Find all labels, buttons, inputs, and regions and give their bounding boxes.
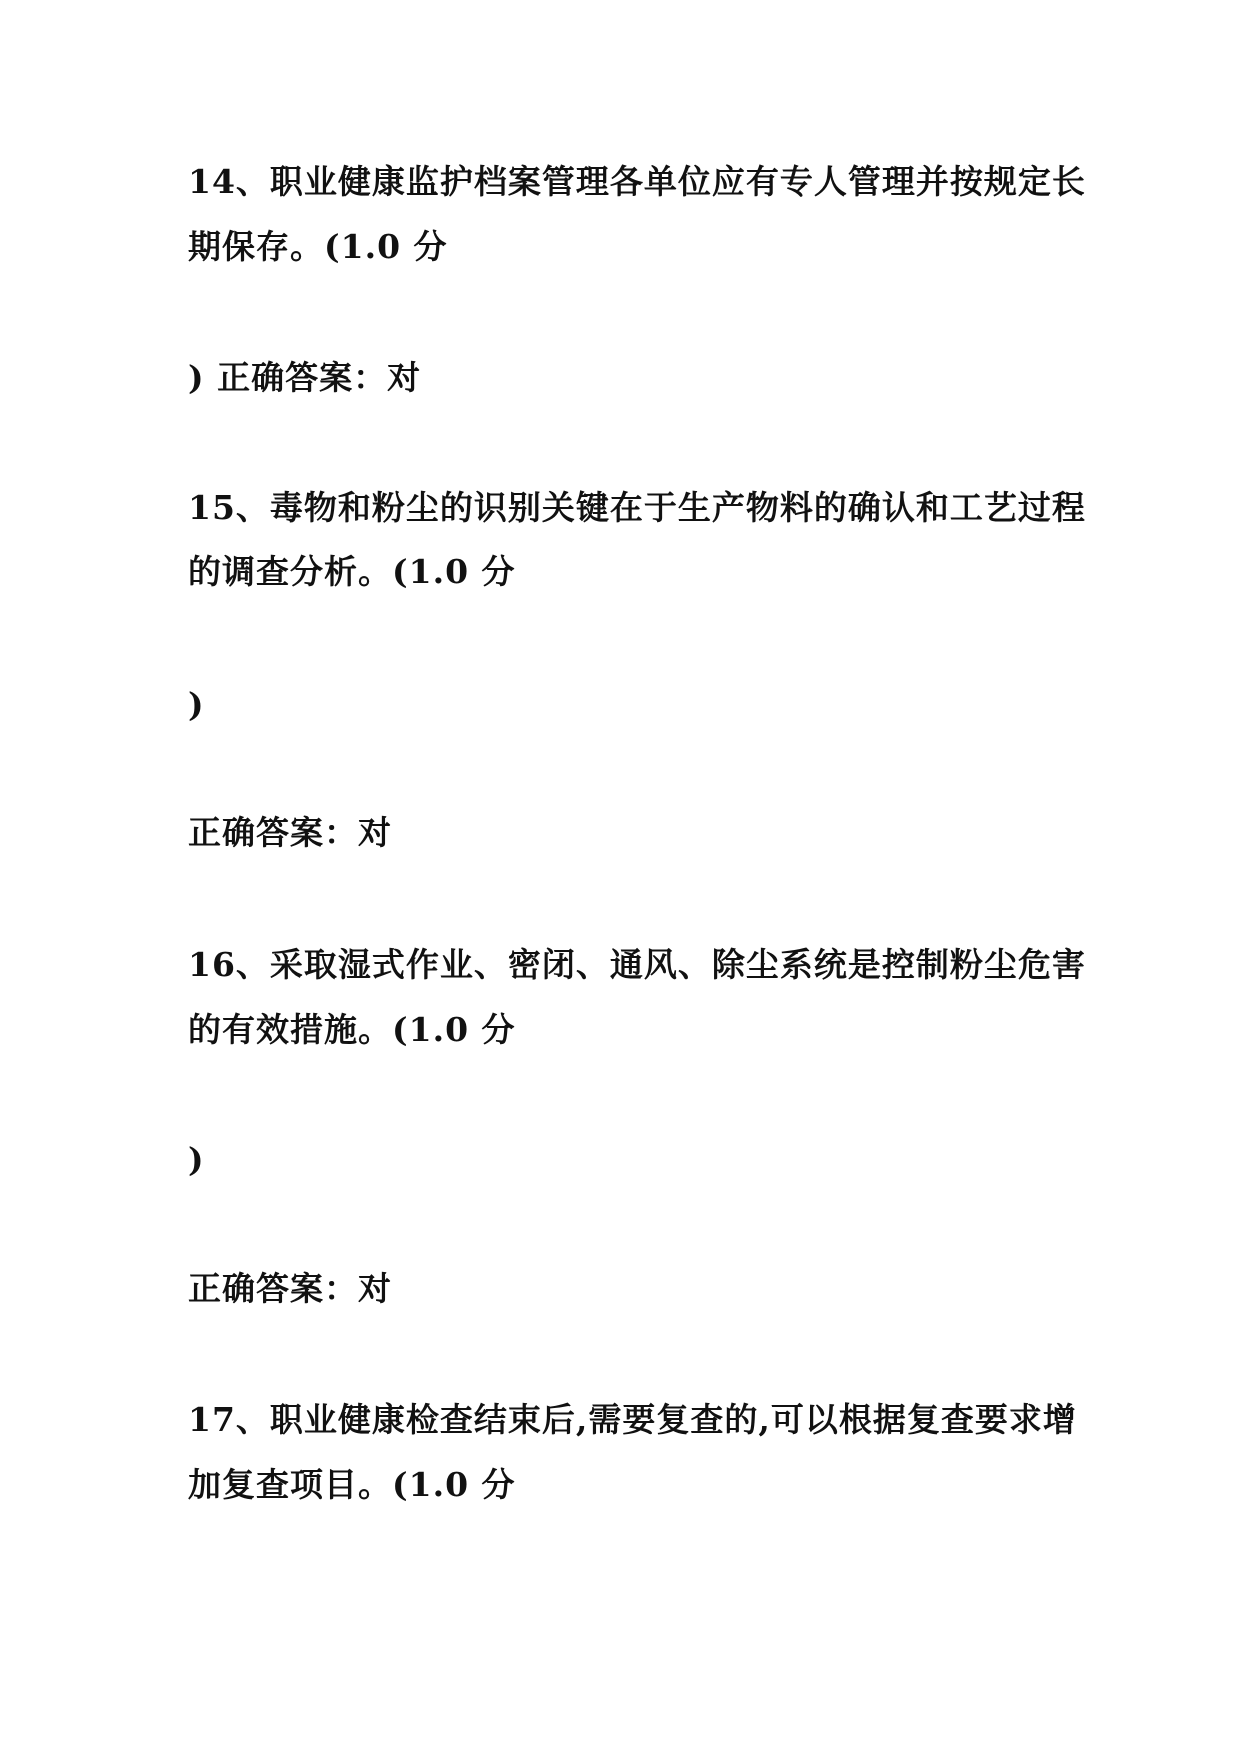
answer-15: 正确答案：对 bbox=[188, 813, 392, 852]
question-17-line-2: 加复查项目。(1.0 分 bbox=[188, 1465, 516, 1504]
question-14-line-2: 期保存。(1.0 分 bbox=[188, 227, 448, 266]
question-16-line-2: 的有效措施。(1.0 分 bbox=[188, 1010, 516, 1049]
answer-16: 正确答案：对 bbox=[188, 1269, 392, 1308]
question-15-line-1: 15、毒物和粉尘的识别关键在于生产物料的确认和工艺过程 bbox=[188, 488, 1086, 527]
question-16-close-paren: ) bbox=[188, 1140, 205, 1179]
question-15-line-2: 的调查分析。(1.0 分 bbox=[188, 552, 516, 591]
answer-14: ) 正确答案：对 bbox=[188, 358, 422, 397]
question-15-close-paren: ) bbox=[188, 685, 205, 724]
question-16-line-1: 16、采取湿式作业、密闭、通风、除尘系统是控制粉尘危害 bbox=[188, 945, 1086, 984]
question-17-line-1: 17、职业健康检查结束后,需要复查的,可以根据复查要求增 bbox=[188, 1400, 1077, 1439]
question-14-line-1: 14、职业健康监护档案管理各单位应有专人管理并按规定长 bbox=[188, 162, 1086, 201]
